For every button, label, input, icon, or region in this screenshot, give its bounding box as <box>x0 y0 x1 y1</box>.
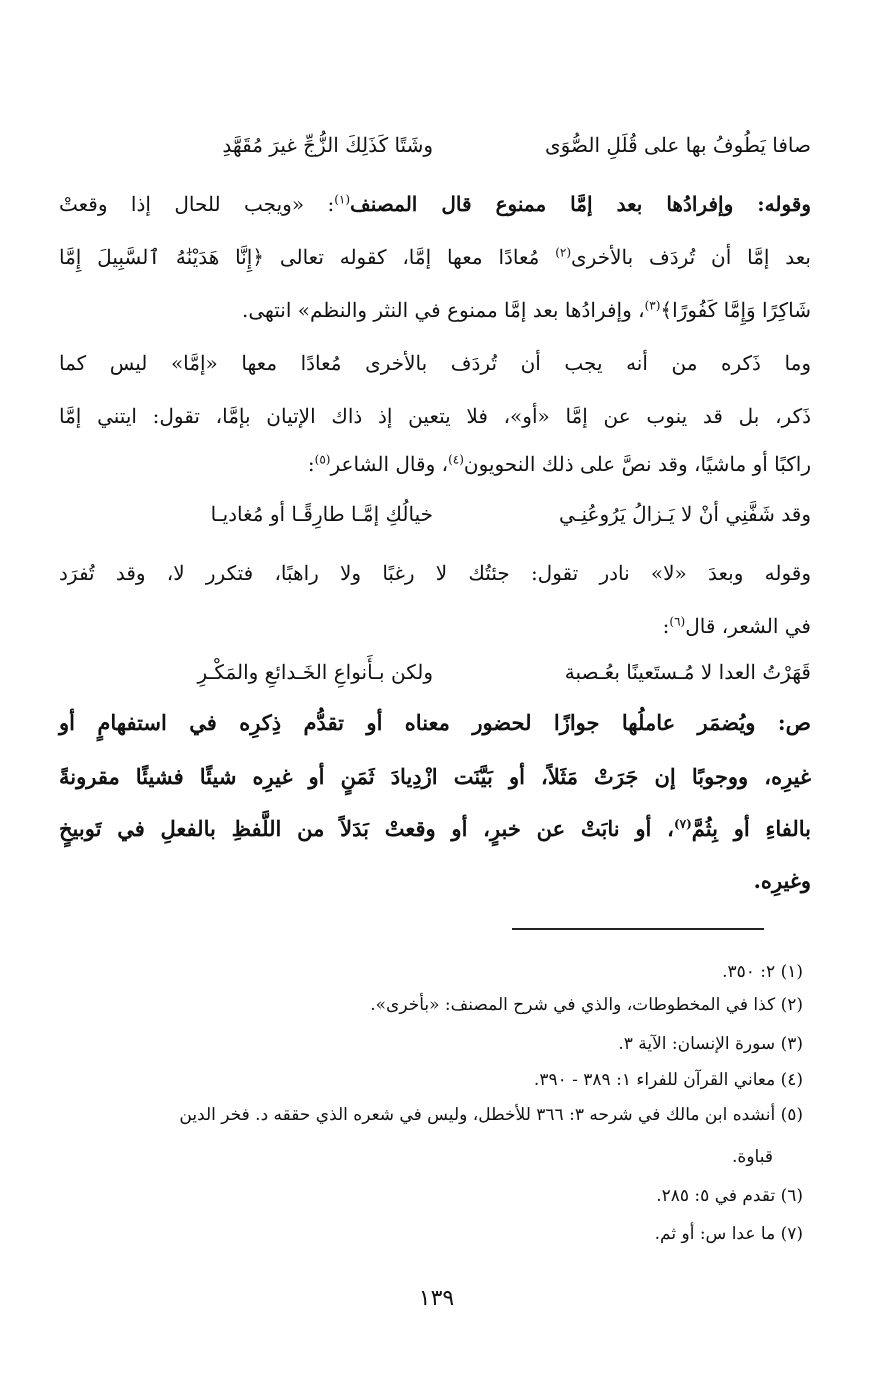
footnote-ref: (٢) <box>555 245 572 260</box>
text-run: ، وقال الشاعر <box>330 452 449 476</box>
footnote-7: (٧) ما عدا س: أو ثم. <box>654 1224 803 1244</box>
paragraph-3-line-1: وقوله وبعدَ «لا» نادر تقول: جئتُك لا رغبًا ولا راهبًا، فتكرر لا، وقد تُفرَد <box>59 561 811 585</box>
text-run: وقوله: وإفرادُها بعد إمَّا ممنوع قال المصنف <box>350 192 812 216</box>
verse-1-first-hemistich: صافا يَطُوفُ بها على قُلَلِ الصُّوَى <box>545 133 811 157</box>
text-run: : «ويجب للحال إذا وقعتْ <box>59 192 335 216</box>
paragraph-4-line-4: وغيرِه. <box>753 868 811 893</box>
paragraph-1-line-2 <box>59 240 811 274</box>
paragraph-3-line-2 <box>59 609 811 643</box>
footnote-ref: (٧) <box>673 817 692 831</box>
paragraph-1-line-1 <box>59 187 811 221</box>
paragraph-2-line-1: وما ذَكره من أنه يجب أن تُردَف بالأخرى مُعادًا معها «إمَّا» ليس كما <box>59 351 811 375</box>
text-run: ، وإفرادُها بعد إمَّا ممنوع في النثر والنظم» انتهى. <box>241 298 645 322</box>
footnote-2: (٢) كذا في المخطوطات، والذي في شرح المصنف: «بأخرى». <box>370 995 803 1015</box>
text-run: : <box>662 614 670 638</box>
verse-3-first-hemistich: قَهَرْتُ العدا لا مُـستَعينًا بعُـصبة <box>564 660 811 684</box>
footnote-6: (٦) تقدم في ٥: ٢٨٥. <box>656 1186 803 1206</box>
footnote-5: (٥) أنشده ابن مالك في شرحه ٣: ٣٦٦ للأخطل، وليس في شعره الذي حققه د. فخر الدين <box>179 1105 803 1125</box>
paragraph-4-line-3 <box>59 812 811 846</box>
footnote-ref: (١) <box>334 192 351 207</box>
footnote-3: (٣) سورة الإنسان: الآية ٣. <box>618 1034 803 1054</box>
paragraph-1-line-3 <box>59 293 811 327</box>
footnote-5-continuation: قباوة. <box>732 1147 773 1167</box>
text-run: في الشعر، قال <box>685 614 811 638</box>
verse-3-second-hemistich: ولكن بـأَنواعِ الخَـدائعِ والمَكْـرِ <box>197 660 433 684</box>
text-run: بعد إمَّا أن تُردَف بالأخرى <box>571 245 811 269</box>
text-run: بالفاءِ أو بِثُمَّ <box>691 816 811 841</box>
footnote-1: (١) ٢: ٣٥٠. <box>722 962 803 982</box>
paragraph-2-line-2: ذَكر، بل قد ينوب عن إمَّا «أو»، فلا يتعين إذ ذاك الإتيان بإمَّا، تقول: ايتني إمَّا <box>59 404 811 428</box>
paragraph-4-line-1: ص: ويُضمَر عاملُها جوازًا لحضور معناه أو تقدُّم ذِكرِه في استفهامٍ أو <box>59 710 811 735</box>
page-number: ١٣٩ <box>418 1286 455 1311</box>
text-run: مُعادًا معها إمَّا، كقوله تعالى ﴿إِنَّا هَدَيْنَٰهُ ٱلسَّبِيلَ إِمَّا <box>59 245 556 269</box>
footnote-separator <box>512 928 764 930</box>
quran-quote: شَاكِرًا وَإِمَّا كَفُورًا﴾ <box>660 298 811 322</box>
text-run: راكبًا أو ماشيًا، وقد نصَّ على ذلك النحويون <box>463 452 811 476</box>
footnote-ref: (٥) <box>314 452 331 467</box>
verse-2-second-hemistich: خيالُكِ إمَّـا طارِقًـا أو مُغاديـا <box>210 502 433 526</box>
footnote-4: (٤) معاني القرآن للفراء ١: ٣٨٩ - ٣٩٠. <box>533 1070 803 1090</box>
verse-2-first-hemistich: وقد شَفَّنِي أنْ لا يَـزالُ يَرُوعُنِـي <box>558 502 811 526</box>
footnote-ref: (٤) <box>448 452 464 467</box>
paragraph-2-line-3 <box>59 447 811 481</box>
text-run: : <box>307 452 315 476</box>
footnote-ref: (٣) <box>644 298 661 313</box>
paragraph-4-line-2: غيرِه، ووجوبًا إن جَرَتْ مَثَلاً، أو بَيَّنَت ازْدِيادَ ثَمَنٍ أو غيرِه شيئًا فشيئًا مقرونةً <box>59 764 811 789</box>
footnote-ref: (٦) <box>669 614 686 629</box>
text-run: ، أو نابَتْ عن خبرٍ، أو وقعتْ بَدَلاً من اللَّفظِ بالفعلِ في تَوبيخٍ <box>59 816 674 841</box>
verse-1-second-hemistich: وشَتًا كَذَلِكَ الزُّجِّ غيرَ مُقَهَّدِ <box>222 133 433 157</box>
